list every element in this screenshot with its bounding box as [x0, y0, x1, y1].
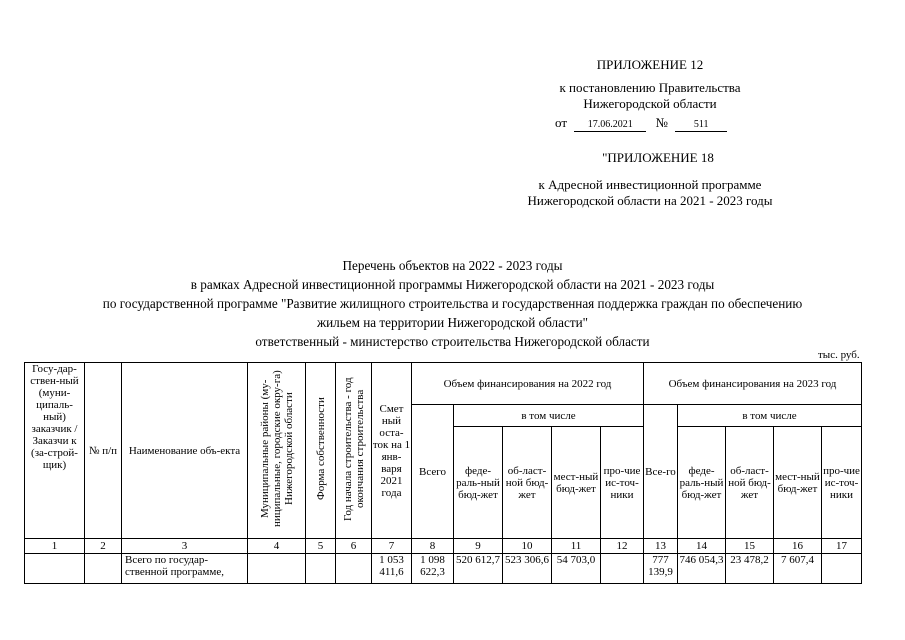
column-number: 13: [644, 539, 678, 554]
column-number: 2: [85, 539, 122, 554]
table-row-total: [25, 554, 862, 584]
cell-other-2023: [822, 554, 862, 584]
column-number: 14: [678, 539, 726, 554]
date-prefix: от: [555, 115, 568, 130]
cell-regional-2023: 23 478,2: [726, 554, 774, 584]
column-number: 6: [336, 539, 372, 554]
header-estimate: Смет ный оста-ток на 1 янв-варя 2021 года: [372, 363, 412, 539]
cell-local-2022: 54 703,0: [552, 554, 601, 584]
appendix-18-label: "ПРИЛОЖЕНИЕ 18: [602, 150, 714, 165]
cell-num: [85, 554, 122, 584]
cell-federal-2023: 746 054,3: [678, 554, 726, 584]
header-other-2023: про-чие ис-точ-ники: [822, 427, 862, 539]
header-federal-2023: феде-раль-ный бюд-жет: [678, 427, 726, 539]
column-number: 5: [306, 539, 336, 554]
column-number: 10: [503, 539, 552, 554]
header-local-2022: мест-ный бюд-жет: [552, 427, 601, 539]
column-number: 4: [248, 539, 306, 554]
column-number: 15: [726, 539, 774, 554]
cell-customer: [25, 554, 85, 584]
header-federal-2022: феде-раль-ный бюд-жет: [454, 427, 503, 539]
title-line: Перечень объектов на 2022 - 2023 годы: [342, 258, 563, 273]
column-number: 7: [372, 539, 412, 554]
date-value: 17.06.2021: [574, 119, 646, 132]
title-line: в рамках Адресной инвестиционной программы Нижегородской области на 2021 - 2023 годы: [190, 277, 715, 292]
resolution-line: к постановлению Правительства: [559, 80, 741, 95]
cell-total-label: Всего по государ-ственной программе,: [122, 554, 248, 584]
title-line: по государственной программе "Развитие жилищного строительства и государственная поддержка граждан по обеспечению: [102, 296, 803, 311]
units-label: тыс. руб.: [818, 349, 860, 361]
objects-table: [24, 362, 862, 584]
column-number: 11: [552, 539, 601, 554]
cell-form: [306, 554, 336, 584]
document-title: [30, 256, 875, 351]
number-value: 511: [675, 119, 727, 132]
column-number: 9: [454, 539, 503, 554]
header-years: [336, 363, 372, 539]
header-form-text: Форма собственности: [314, 397, 327, 501]
program-line: к Адресной инвестиционной программе: [538, 177, 762, 192]
column-number: 1: [25, 539, 85, 554]
header-regional-2023: об-ласт-ной бюд-жет: [726, 427, 774, 539]
column-number: 3: [122, 539, 248, 554]
cell-municipal: [248, 554, 306, 584]
program-line: Нижегородской области на 2021 - 2023 годы: [527, 193, 773, 208]
title-line: ответственный - министерство строительства Нижегородской области: [255, 334, 650, 349]
header-years-text: Год начала строительства - год окончания строительства: [341, 377, 366, 521]
program-reference: [490, 177, 810, 209]
header-including-2023: в том числе: [678, 405, 862, 427]
header-other-2022: про-чие ис-точ-ники: [601, 427, 644, 539]
appendix-12-label: ПРИЛОЖЕНИЕ 12: [596, 57, 704, 72]
cell-local-2023: 7 607,4: [774, 554, 822, 584]
header-local-2023: мест-ный бюд-жет: [774, 427, 822, 539]
cell-other-2022: [601, 554, 644, 584]
column-number: 17: [822, 539, 862, 554]
header-including-2022: в том числе: [454, 405, 644, 427]
title-line: жильем на территории Нижегородской области": [316, 315, 589, 330]
resolution-reference: [500, 80, 800, 112]
header-form: [306, 363, 336, 539]
cell-federal-2022: 520 612,7: [454, 554, 503, 584]
header-total-2022: Всего: [412, 405, 454, 539]
header-municipal-text: Муниципальные районы (му-ниципальные, городские окру-га) Нижегородской области: [258, 370, 295, 528]
cell-total-2023: 777 139,9: [644, 554, 678, 584]
header-object: Наименование объ-екта: [122, 363, 248, 539]
cell-total-2022: 1 098 622,3: [412, 554, 454, 584]
resolution-line: Нижегородской области: [583, 96, 717, 111]
column-number: 16: [774, 539, 822, 554]
header-customer: Госу-дар-ствен-ный (муни-ципаль-ный) заказчик /Заказчи к (за-строй-щик): [25, 363, 85, 539]
header-total-2023: Все-го: [644, 405, 678, 539]
cell-estimate: 1 053 411,6: [372, 554, 412, 584]
cell-regional-2022: 523 306,6: [503, 554, 552, 584]
number-sign: №: [655, 115, 668, 130]
header-fin-2022: Объем финансирования на 2022 год: [412, 363, 644, 405]
header-municipal: [248, 363, 306, 539]
cell-years: [336, 554, 372, 584]
date-number-line: [555, 115, 727, 132]
header-fin-2023: Объем финансирования на 2023 год: [644, 363, 862, 405]
column-number: 12: [601, 539, 644, 554]
header-num: № п/п: [85, 363, 122, 539]
column-number: 8: [412, 539, 454, 554]
header-regional-2022: об-ласт-ной бюд-жет: [503, 427, 552, 539]
